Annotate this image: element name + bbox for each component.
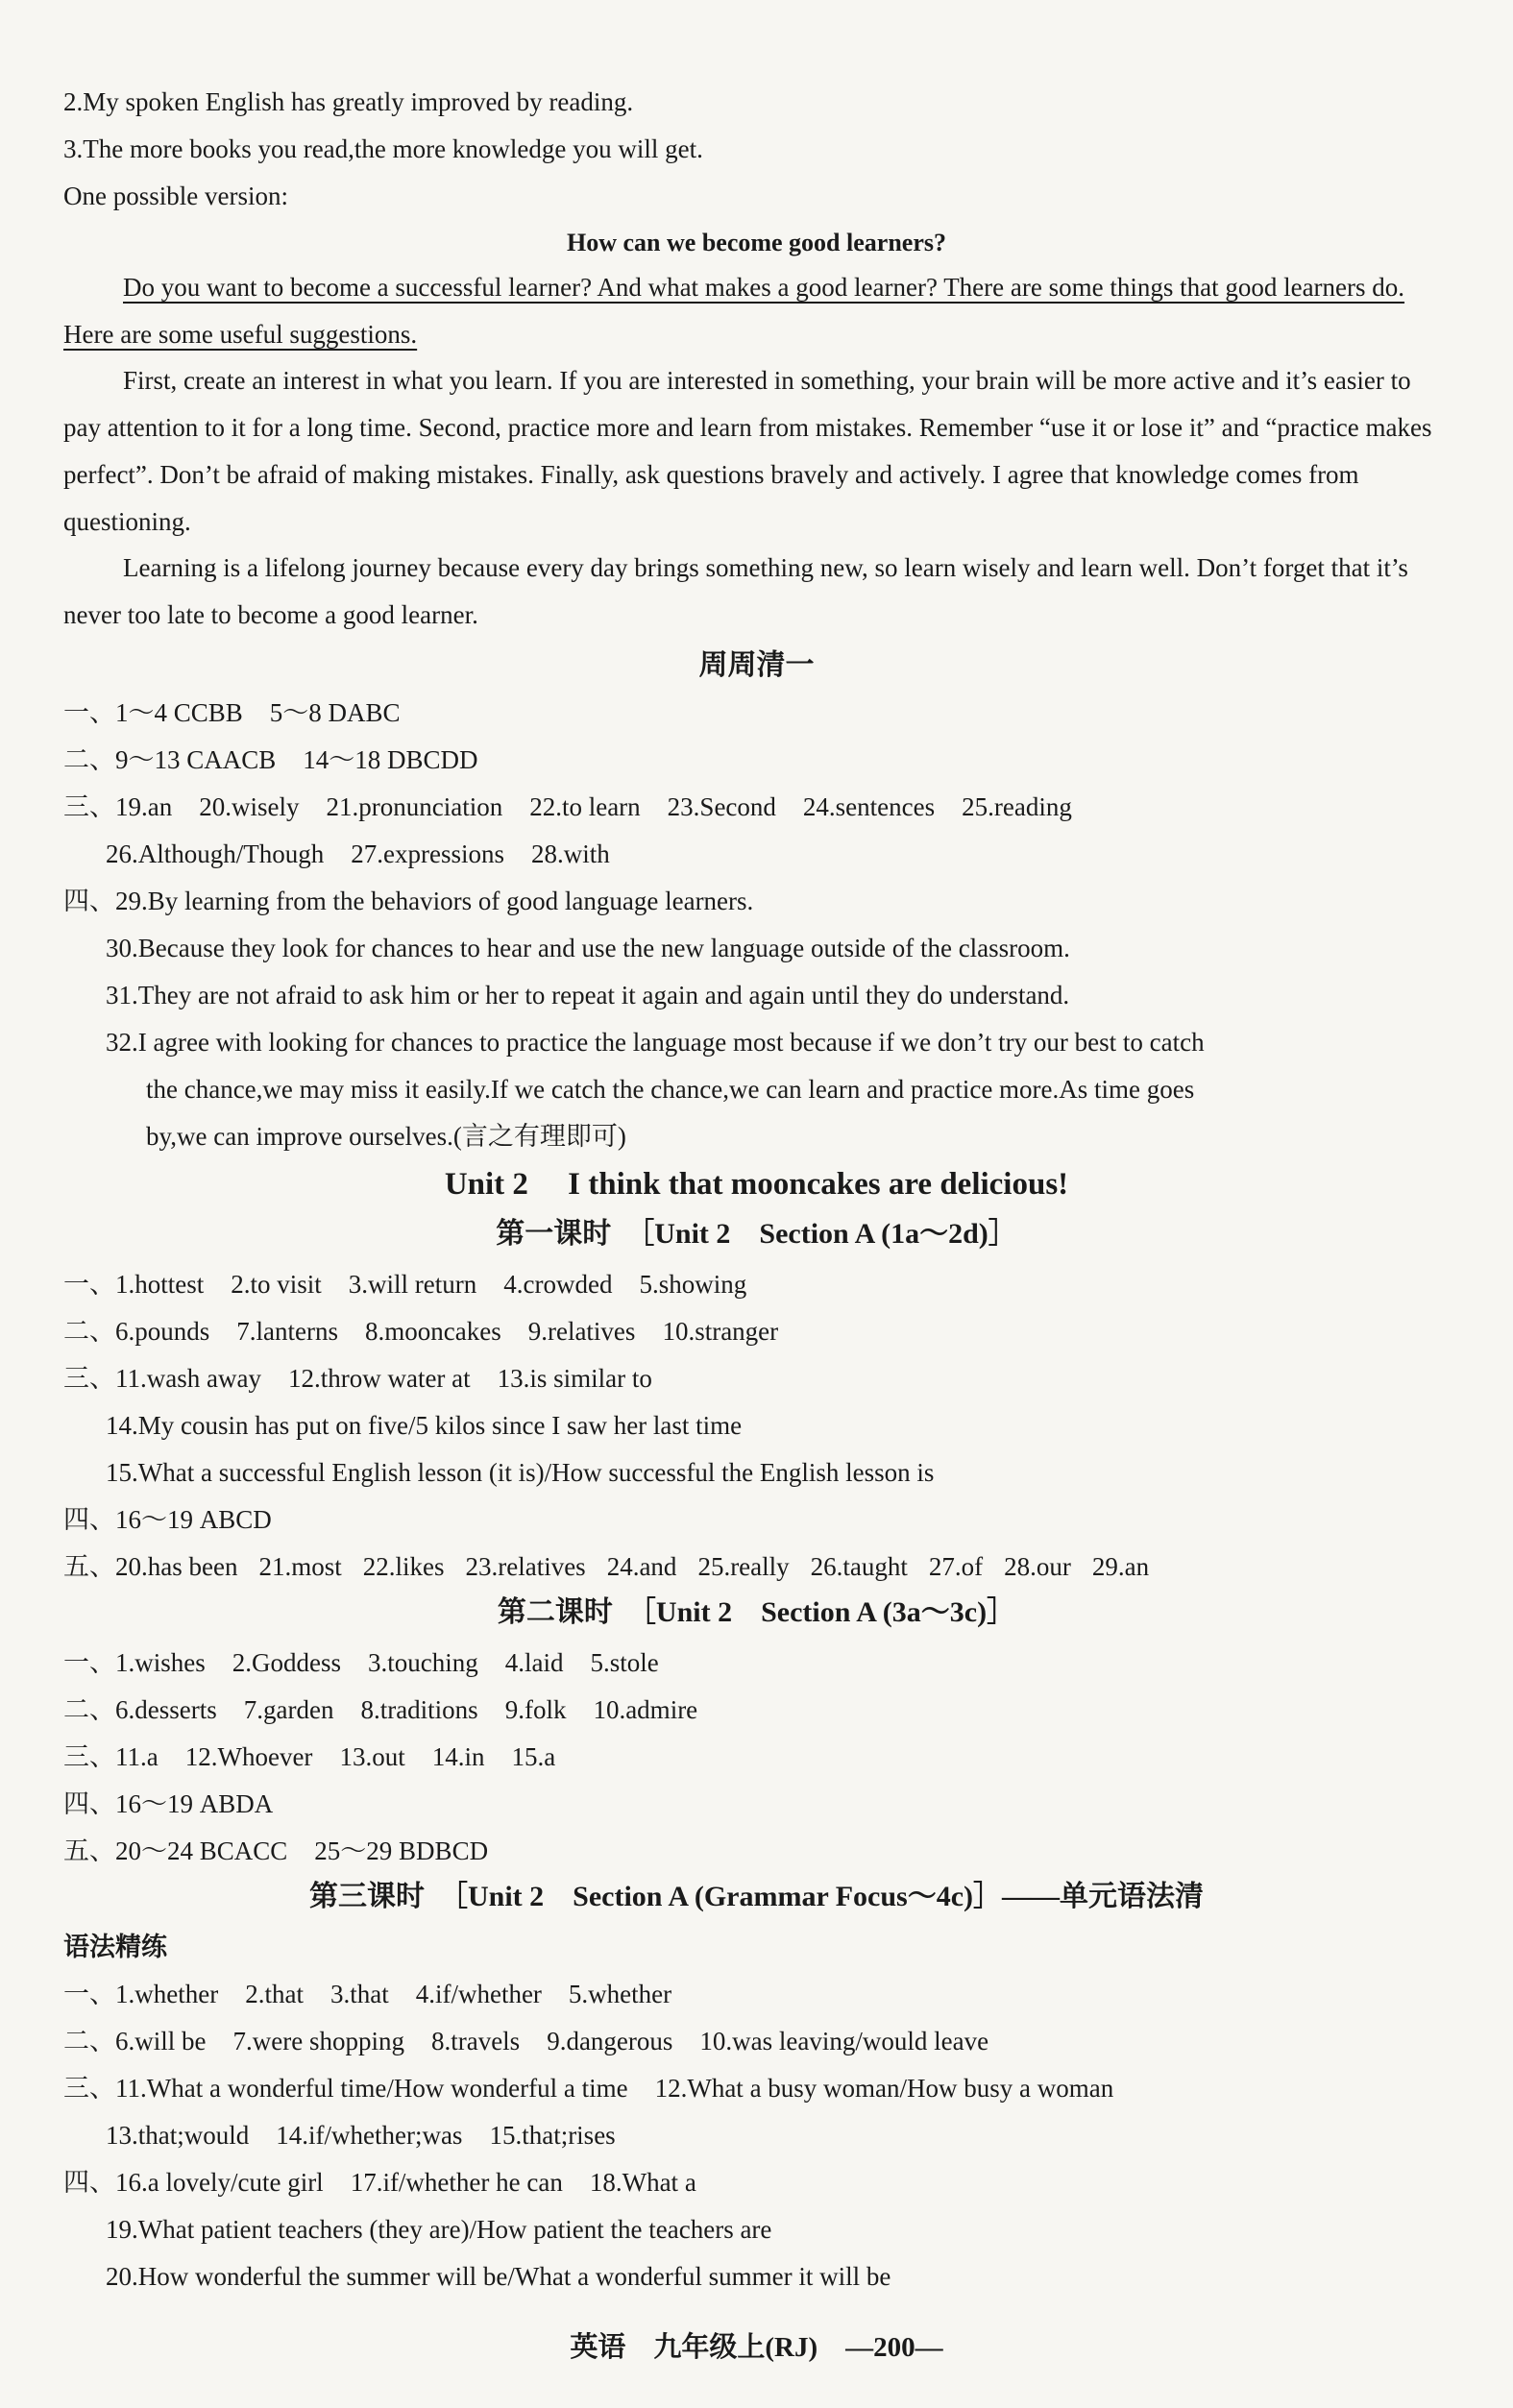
page-footer: 英语 九年级上(RJ) —200— bbox=[570, 2332, 943, 2363]
answer-item: 二、9～13 CAACB bbox=[63, 745, 277, 774]
answer-item: 12.What a busy woman/How busy a woman bbox=[654, 2074, 1114, 2103]
weekly-title: 周周清一 bbox=[698, 649, 815, 681]
answer-item: 8.mooncakes bbox=[365, 1317, 501, 1346]
answer-item: 22.likes bbox=[362, 1552, 445, 1581]
answer-item: 3.touching bbox=[368, 1648, 478, 1677]
essay-paragraph-3: Learning is a lifelong journey because every day brings something new, so learn wisely and learn well. Don’t forget that it’s never too late to become a good learner. bbox=[63, 553, 1408, 629]
answer-item: 12.Whoever bbox=[184, 1742, 313, 1771]
lesson-1-title: 第一课时 ［Unit 2 Section A (1a～2d)］ bbox=[496, 1218, 1017, 1250]
answer-item: 二、6.pounds bbox=[63, 1317, 210, 1346]
answer-item: 三、11.wash away bbox=[63, 1364, 261, 1393]
answer-item: 25.reading bbox=[962, 792, 1072, 821]
answer-item: 25～29 BDBCD bbox=[314, 1836, 489, 1865]
answer-item: 2.Goddess bbox=[232, 1648, 341, 1677]
answer-item: 22.to learn bbox=[529, 792, 641, 821]
grammar-practice-label: 语法精练 bbox=[63, 1933, 167, 1961]
lesson-3-row-2 bbox=[63, 2025, 1453, 2057]
lesson-3-row-5 bbox=[63, 2166, 1453, 2199]
answer-item: 2.that bbox=[245, 1980, 304, 2008]
answer-item: 24.and bbox=[606, 1552, 677, 1581]
answer-item: 13.is similar to bbox=[497, 1364, 652, 1393]
lesson-1-row-3 bbox=[63, 1362, 1453, 1395]
answer-item: 二、6.desserts bbox=[63, 1695, 217, 1724]
weekly-row-2 bbox=[63, 743, 1453, 776]
weekly-row-8b: the chance,we may miss it easily.If we catch the chance,we can learn and practice more.As time goes bbox=[146, 1075, 1195, 1104]
answer-item: 3.will return bbox=[348, 1270, 477, 1299]
answer-item: 一、1～4 CCBB bbox=[63, 698, 243, 727]
answer-item: 7.garden bbox=[243, 1695, 334, 1724]
answer-item: 28.with bbox=[530, 839, 610, 868]
answer-item: 14～18 DBCDD bbox=[303, 745, 478, 774]
answer-item: 4.if/whether bbox=[415, 1980, 542, 2008]
answer-item: 四、16.a lovely/cute girl bbox=[63, 2168, 324, 2197]
answer-item: 25.really bbox=[697, 1552, 790, 1581]
answer-item: 12.throw water at bbox=[287, 1364, 471, 1393]
lesson-2-row-1 bbox=[63, 1646, 1453, 1679]
lesson-3-title: 第三课时 ［Unit 2 Section A (Grammar Focus～4c)］——单元语法清 bbox=[308, 1881, 1205, 1912]
version-label: One possible version: bbox=[63, 182, 288, 210]
answer-item: 三、11.What a wonderful time/How wonderful a time bbox=[63, 2074, 628, 2103]
weekly-row-7: 31.They are not afraid to ask him or her to repeat it again and again until they do understand. bbox=[106, 981, 1070, 1009]
answer-item: 五、20.has been bbox=[63, 1552, 238, 1581]
unit-title: Unit 2 I think that mooncakes are delicious! bbox=[444, 1167, 1069, 1202]
answer-item: 8.travels bbox=[430, 2027, 521, 2055]
answer-item: 15.that;rises bbox=[489, 2121, 616, 2150]
answer-item: 23.Second bbox=[667, 792, 776, 821]
weekly-row-3 bbox=[63, 791, 1453, 823]
lesson-3-row-3 bbox=[63, 2072, 1453, 2104]
answer-item: 5.showing bbox=[639, 1270, 747, 1299]
lesson-1-row-7 bbox=[63, 1550, 1453, 1583]
answer-item: 29.an bbox=[1091, 1552, 1150, 1581]
weekly-row-6: 30.Because they look for chances to hear and use the new language outside of the classroom. bbox=[106, 934, 1070, 962]
lesson-3-row-6: 19.What patient teachers (they are)/How patient the teachers are bbox=[106, 2215, 772, 2244]
answer-item: 14.if/whether;was bbox=[276, 2121, 463, 2150]
weekly-row-4 bbox=[106, 838, 1453, 870]
answer-item: 4.laid bbox=[504, 1648, 564, 1677]
answer-item: 21.most bbox=[258, 1552, 342, 1581]
answer-item: 二、6.will be bbox=[63, 2027, 207, 2055]
answer-item: 21.pronunciation bbox=[326, 792, 503, 821]
essay-paragraph-2: First, create an interest in what you learn. If you are interested in something, your brain will be more active and it’s easier to pay attention to it for a long time. Second, practice more and learn from mistakes. Remember “use it or lose it” and “practice makes perfect”. Don’t be afraid of making mistakes. Finally, ask questions bravely and actively. I agree that knowledge comes from questioning. bbox=[63, 366, 1432, 536]
lesson-2-title: 第二课时 ［Unit 2 Section A (3a～3c)］ bbox=[497, 1596, 1016, 1628]
answer-item: 7.lanterns bbox=[236, 1317, 338, 1346]
answer-item: 5.stole bbox=[590, 1648, 659, 1677]
answer-item: 10.was leaving/would leave bbox=[699, 2027, 989, 2055]
answer-item: 27.expressions bbox=[351, 839, 504, 868]
answer-item: 13.out bbox=[339, 1742, 405, 1771]
lesson-3-row-7: 20.How wonderful the summer will be/What a wonderful summer it will be bbox=[106, 2262, 891, 2291]
answer-item: 14.in bbox=[431, 1742, 485, 1771]
weekly-row-8c: by,we can improve ourselves.(言之有理即可) bbox=[146, 1122, 626, 1151]
lesson-1-row-2 bbox=[63, 1315, 1453, 1348]
answer-item: 9.relatives bbox=[527, 1317, 636, 1346]
essay-line-2: 2.My spoken English has greatly improved by reading. bbox=[63, 87, 634, 116]
answer-item: 5～8 DABC bbox=[269, 698, 401, 727]
lesson-1-row-4: 14.My cousin has put on five/5 kilos since I saw her last time bbox=[106, 1411, 743, 1440]
weekly-row-1 bbox=[63, 696, 1453, 729]
answer-item: 18.What a bbox=[589, 2168, 696, 2197]
answer-item: 4.crowded bbox=[503, 1270, 613, 1299]
essay-paragraph-1-text: Do you want to become a successful learner? And what makes a good learner? There are some things that good learners do. Here are some useful suggestions. bbox=[63, 273, 1405, 349]
answer-item: 7.were shopping bbox=[232, 2027, 404, 2055]
answer-item: 13.that;would bbox=[106, 2121, 250, 2150]
answer-item: 26.taught bbox=[810, 1552, 908, 1581]
answer-item: 9.folk bbox=[504, 1695, 567, 1724]
lesson-2-row-4: 四、16～19 ABDA bbox=[63, 1789, 274, 1818]
answer-item: 23.relatives bbox=[465, 1552, 586, 1581]
answer-item: 24.sentences bbox=[802, 792, 936, 821]
answer-item: 三、11.a bbox=[63, 1742, 159, 1771]
answer-item: 5.whether bbox=[568, 1980, 672, 2008]
lesson-2-row-5 bbox=[63, 1835, 1453, 1867]
answer-item: 26.Although/Though bbox=[106, 839, 325, 868]
essay-paragraph-1 bbox=[63, 264, 1453, 358]
answer-item: 8.traditions bbox=[360, 1695, 478, 1724]
lesson-2-row-3 bbox=[63, 1740, 1453, 1773]
answer-item: 2.to visit bbox=[231, 1270, 322, 1299]
answer-item: 10.admire bbox=[593, 1695, 698, 1724]
essay-line-3: 3.The more books you read,the more knowledge you will get. bbox=[63, 134, 703, 163]
answer-item: 10.stranger bbox=[662, 1317, 779, 1346]
answer-item: 17.if/whether he can bbox=[350, 2168, 563, 2197]
lesson-1-row-1 bbox=[63, 1268, 1453, 1301]
lesson-1-row-5: 15.What a successful English lesson (it is)/How successful the English lesson is bbox=[106, 1458, 935, 1487]
answer-item: 28.our bbox=[1004, 1552, 1071, 1581]
answer-item: 五、20～24 BCACC bbox=[63, 1836, 288, 1865]
answer-item: 20.wisely bbox=[199, 792, 300, 821]
answer-item: 27.of bbox=[928, 1552, 984, 1581]
answer-item: 三、19.an bbox=[63, 792, 173, 821]
answer-item: 一、1.hottest bbox=[63, 1270, 205, 1299]
answer-item: 一、1.whether bbox=[63, 1980, 219, 2008]
answer-item: 15.a bbox=[511, 1742, 556, 1771]
lesson-3-row-1 bbox=[63, 1978, 1453, 2010]
essay-title: How can we become good learners? bbox=[567, 229, 946, 256]
lesson-1-row-6: 四、16～19 ABCD bbox=[63, 1505, 272, 1534]
weekly-row-8a: 32.I agree with looking for chances to practice the language most because if we don’t try our best to catch bbox=[106, 1028, 1205, 1057]
lesson-3-row-4 bbox=[106, 2119, 1453, 2152]
weekly-row-5: 四、29.By learning from the behaviors of good language learners. bbox=[63, 887, 754, 915]
answer-item: 一、1.wishes bbox=[63, 1648, 206, 1677]
answer-item: 9.dangerous bbox=[547, 2027, 673, 2055]
answer-item: 3.that bbox=[329, 1980, 389, 2008]
lesson-2-row-2 bbox=[63, 1693, 1453, 1726]
